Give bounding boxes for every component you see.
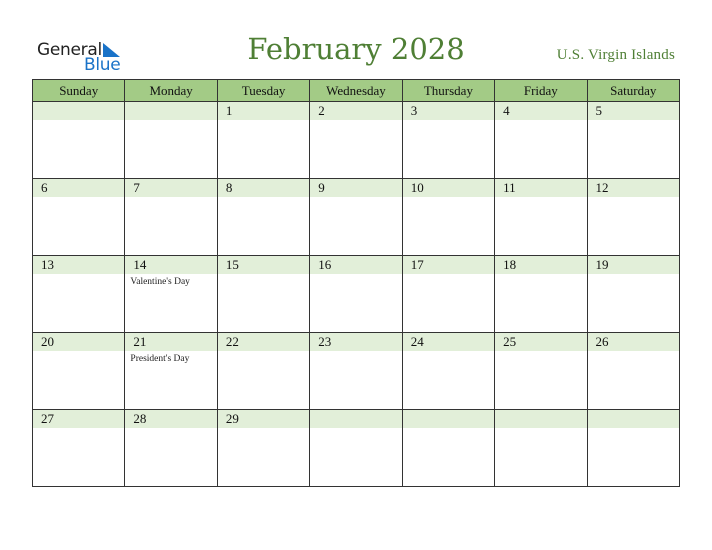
weekday-friday: Friday	[495, 80, 587, 102]
day-number	[588, 410, 679, 428]
day-cell	[33, 102, 125, 179]
calendar-title: February 2028	[247, 32, 465, 66]
weekday-header-row	[33, 80, 680, 102]
holiday-label: Valentine's Day	[130, 277, 190, 287]
day-cell	[495, 410, 587, 487]
day-number: 23	[310, 333, 401, 351]
day-number: 1	[218, 102, 309, 120]
weekday-saturday: Saturday	[587, 80, 679, 102]
weekday-tuesday: Tuesday	[217, 80, 309, 102]
day-cell	[310, 179, 402, 256]
day-number	[125, 102, 216, 120]
day-cell	[217, 102, 309, 179]
week-row	[33, 333, 680, 410]
day-number: 25	[495, 333, 586, 351]
day-number: 20	[33, 333, 124, 351]
week-row	[33, 179, 680, 256]
day-number: 5	[588, 102, 679, 120]
day-number: 13	[33, 256, 124, 274]
calendar-grid	[32, 79, 680, 487]
day-cell	[587, 179, 679, 256]
day-number: 6	[33, 179, 124, 197]
day-cell	[495, 256, 587, 333]
day-number: 24	[403, 333, 494, 351]
day-cell	[495, 333, 587, 410]
day-number: 16	[310, 256, 401, 274]
day-number: 21	[125, 333, 216, 351]
day-cell	[587, 333, 679, 410]
day-number: 29	[218, 410, 309, 428]
day-number	[495, 410, 586, 428]
logo-text-general: General	[37, 40, 102, 60]
day-cell	[587, 410, 679, 487]
day-number: 4	[495, 102, 586, 120]
week-row	[33, 410, 680, 487]
logo-text-blue: Blue	[84, 55, 121, 75]
day-number: 18	[495, 256, 586, 274]
weekday-wednesday: Wednesday	[310, 80, 402, 102]
day-cell	[310, 333, 402, 410]
region-label: U.S. Virgin Islands	[556, 47, 675, 63]
weekday-thursday: Thursday	[402, 80, 494, 102]
day-number: 26	[588, 333, 679, 351]
day-number: 12	[588, 179, 679, 197]
day-number: 8	[218, 179, 309, 197]
day-cell	[402, 333, 494, 410]
day-number: 28	[125, 410, 216, 428]
day-number	[310, 410, 401, 428]
day-number: 7	[125, 179, 216, 197]
day-number	[33, 102, 124, 120]
day-number: 19	[588, 256, 679, 274]
day-cell	[402, 256, 494, 333]
day-cell	[33, 410, 125, 487]
day-cell	[217, 179, 309, 256]
day-cell	[495, 179, 587, 256]
day-cell	[33, 256, 125, 333]
day-number: 3	[403, 102, 494, 120]
weekday-sunday: Sunday	[33, 80, 125, 102]
day-number: 10	[403, 179, 494, 197]
day-cell	[217, 410, 309, 487]
day-cell	[125, 179, 217, 256]
day-cell	[125, 102, 217, 179]
day-cell	[402, 410, 494, 487]
day-number: 11	[495, 179, 586, 197]
day-number: 22	[218, 333, 309, 351]
day-cell	[217, 256, 309, 333]
day-cell	[310, 102, 402, 179]
holiday-label: President's Day	[130, 354, 190, 364]
day-cell	[402, 102, 494, 179]
day-cell	[125, 333, 217, 410]
day-number	[403, 410, 494, 428]
day-number: 15	[218, 256, 309, 274]
day-number: 2	[310, 102, 401, 120]
day-cell	[310, 256, 402, 333]
day-cell	[217, 333, 309, 410]
day-cell	[125, 410, 217, 487]
day-number: 9	[310, 179, 401, 197]
week-row	[33, 256, 680, 333]
day-cell	[310, 410, 402, 487]
day-cell	[402, 179, 494, 256]
day-number: 14	[125, 256, 216, 274]
day-cell	[33, 333, 125, 410]
weekday-monday: Monday	[125, 80, 217, 102]
day-number: 17	[403, 256, 494, 274]
day-cell	[125, 256, 217, 333]
day-cell	[495, 102, 587, 179]
week-row	[33, 102, 680, 179]
day-number: 27	[33, 410, 124, 428]
day-cell	[587, 102, 679, 179]
day-cell	[587, 256, 679, 333]
day-cell	[33, 179, 125, 256]
